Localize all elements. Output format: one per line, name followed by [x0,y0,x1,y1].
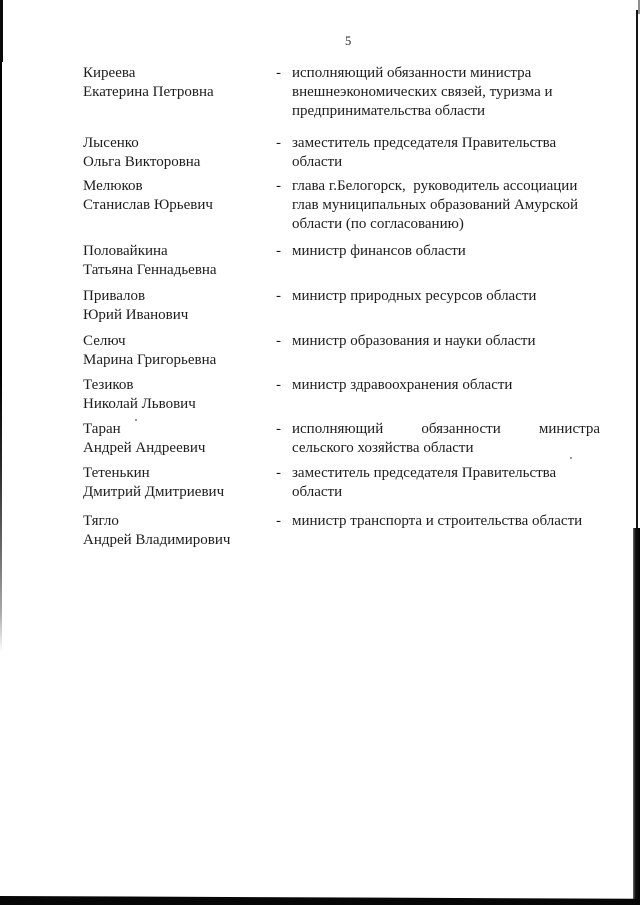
scan-speck [570,457,572,459]
person-surname: Мелюков [83,178,143,194]
person-given-names: Станислав Юрьевич [83,197,213,213]
person-name [83,134,200,172]
dash-separator: - [276,513,281,529]
dash-separator: - [276,333,281,349]
dash-separator: - [276,243,281,259]
position-description [292,134,600,172]
person-name [83,512,230,550]
dash-separator: - [276,465,281,481]
dash-separator: - [276,65,281,81]
dash-separator: - [276,377,281,393]
person-given-names: Андрей Владимирович [83,532,231,548]
scan-edge-bottom [0,896,640,905]
person-surname: Киреева [83,65,136,81]
person-surname: Тягло [83,513,119,529]
position-line: сельского хозяйства области [292,440,474,456]
person-name [83,287,188,325]
position-line: министр финансов области [292,243,466,259]
position-description [292,420,600,458]
position-line: внешнеэкономических связей, туризма и [292,84,553,100]
position-line: области (по согласованию) [292,216,464,232]
person-name [83,177,213,215]
position-line: министр здравоохранения области [292,377,513,393]
position-line: глава г.Белогорск, руководитель ассоциации [292,178,578,194]
position-description [292,464,600,502]
person-name [83,332,216,370]
person-surname: Таран [83,421,121,437]
person-name [83,242,217,280]
position-line: министр образования и науки области [292,333,536,349]
position-description [292,64,600,121]
position-description [292,287,600,306]
person-given-names: Андрей Андреевич [83,440,206,456]
person-given-names: Марина Григорьевна [83,352,217,368]
dash-separator: - [276,421,281,437]
person-given-names: Дмитрий Дмитриевич [83,484,225,500]
position-description [292,376,600,395]
scan-speck [135,419,137,421]
position-line: предпринимательства области [292,103,486,119]
position-line: заместитель председателя Правительства [292,465,557,481]
scan-edge-left [0,0,2,652]
person-name [83,464,224,502]
scan-edge-right-thin [636,10,638,530]
person-surname: Тетенькин [83,465,150,481]
person-name [83,376,196,414]
person-surname: Селюч [83,333,126,349]
page-number: 5 [345,34,352,48]
person-name [83,420,205,458]
position-line: заместитель председателя Правительства [292,135,557,151]
person-surname: Тезиков [83,377,134,393]
position-line: области [292,484,343,500]
position-line: исполняющий обязанности министра [292,421,600,437]
person-surname: Привалов [83,288,146,304]
position-description [292,242,600,261]
dash-separator: - [276,135,281,151]
person-name [83,64,214,102]
position-description [292,512,600,531]
position-line: области [292,154,343,170]
position-line: глав муниципальных образований Амурской [292,197,579,213]
position-line: министр транспорта и строительства области [292,513,583,529]
position-description [292,177,600,234]
person-given-names: Ольга Викторовна [83,154,201,170]
person-given-names: Юрий Иванович [83,307,189,323]
person-surname: Лысенко [83,135,139,151]
dash-separator: - [276,288,281,304]
person-surname: Половайкина [83,243,168,259]
person-given-names: Екатерина Петровна [83,84,214,100]
scan-edge-left-top [0,0,3,62]
dash-separator: - [276,178,281,194]
person-given-names: Николай Львович [83,396,196,412]
position-line: министр природных ресурсов области [292,288,537,304]
scan-edge-right-thick [633,528,640,905]
person-given-names: Татьяна Геннадьевна [83,262,217,278]
position-line: исполняющий обязанности министра [292,65,532,81]
position-description [292,332,600,351]
